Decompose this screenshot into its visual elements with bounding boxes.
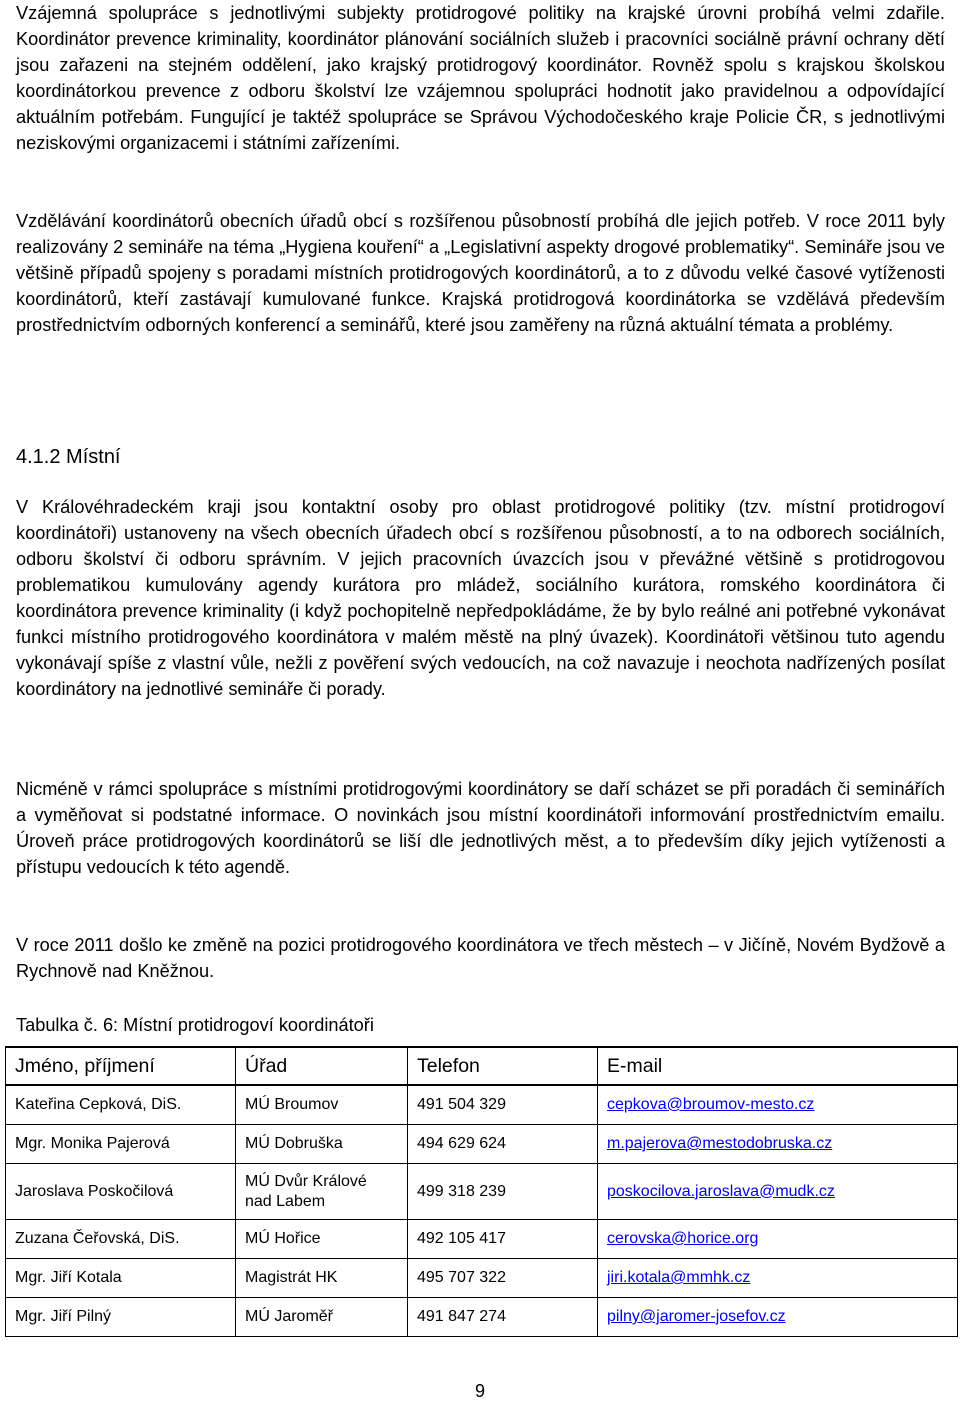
paragraph-changes-2011: V roce 2011 došlo ke změně na pozici protidrogového koordinátora ve třech městech – v Jičíně, Novém Bydžově a Rychnově nad Kněžnou. — [16, 935, 945, 981]
cell-phone: 499 318 239 — [408, 1164, 598, 1220]
header-office: Úřad — [236, 1047, 408, 1085]
table-row — [6, 1164, 958, 1220]
cell-office: MÚ Hořice — [236, 1220, 408, 1259]
page-number: 9 — [474, 1381, 485, 1401]
cell-phone: 494 629 624 — [408, 1125, 598, 1164]
cell-email — [598, 1125, 958, 1164]
cell-email — [598, 1085, 958, 1125]
email-link[interactable]: jiri.kotala@mmhk.cz — [607, 1269, 751, 1286]
email-link[interactable]: pilny@jaromer-josefov.cz — [607, 1308, 786, 1325]
cell-office: MÚ Dobruška — [236, 1125, 408, 1164]
paragraph-local-contacts: V Královéhradeckém kraji jsou kontaktní osoby pro oblast protidrogové politiky (tzv. místní protidrogoví koordinátoři) ustanoveny na všech obecních úřadech obcí s rozšířenou působností, a to na odborech sociálních, odboru školství či odboru správním. V jejich pracovních úvazcích jsou v převážné většině s protidrogovou problematikou kumulovány agendy kurátora pro mládež, sociálního kurátora, romského koordinátora či koordinátora prevence kriminality (i když pochopitelně nepředpokládáme, že by bylo reálné ani potřebné vykonávat funkci místního protidrogového koordinátora v malém městě na plný úvazek). Koordinátoři většinou tuto agendu vykonávají spíše z vlastní vůle, nežli z pověření svých vedoucích, na což navazuje i neochota nadřízených posílat koordinátory na jednotlivé semináře či porady. — [16, 497, 945, 699]
table-row — [6, 1085, 958, 1125]
cell-office: Magistrát HK — [236, 1259, 408, 1298]
cell-name: Kateřina Cepková, DiS. — [6, 1085, 236, 1125]
cell-phone: 491 847 274 — [408, 1298, 598, 1337]
email-link[interactable]: cerovska@horice.org — [607, 1230, 759, 1247]
table-row — [6, 1259, 958, 1298]
cell-phone: 495 707 322 — [408, 1259, 598, 1298]
paragraph-cooperation: Vzájemná spolupráce s jednotlivými subjekty protidrogové politiky na krajské úrovni probíhá velmi zdařile. Koordinátor prevence kriminality, koordinátor plánování sociálních služeb i pracovníci sociálně právní ochrany dětí jsou zařazeni na stejném oddělení, jako krajský protidrogový koordinátor. Rovněž spolu s krajskou školskou koordinátorkou prevence z odboru školství lze vzájemnou spolupráci hodnotit jako pravidelnou a odpovídající aktuálním potřebám. Fungující je taktéž spolupráce se Správou Východočeského kraje Policie ČR, s jednotlivými neziskovými organizacemi i státními zařízeními. — [16, 3, 945, 153]
email-link[interactable]: poskocilova.jaroslava@mudk.cz — [607, 1182, 835, 1200]
coordinators-table — [5, 1046, 958, 1337]
cell-phone: 491 504 329 — [408, 1085, 598, 1125]
table-row — [6, 1125, 958, 1164]
table-caption: Tabulka č. 6: Místní protidrogoví koordinátoři — [16, 1015, 374, 1035]
cell-name: Zuzana Čeřovská, DiS. — [6, 1220, 236, 1259]
paragraph-local-cooperation: Nicméně v rámci spolupráce s místními protidrogovými koordinátory se daří scházet se při poradách či seminářích a vyměňovat si podstatné informace. O novinkách jsou místní koordinátoři informování prostřednictvím emailu. Úroveň práce protidrogových koordinátorů se liší dle jednotlivých měst, a to především díky jejich vytíženosti a přístupu vedoucích k této agendě. — [16, 779, 945, 877]
cell-name: Jaroslava Poskočilová — [6, 1164, 236, 1220]
header-phone: Telefon — [408, 1047, 598, 1085]
cell-email — [598, 1164, 958, 1220]
header-email: E-mail — [598, 1047, 958, 1085]
table-row — [6, 1220, 958, 1259]
header-name: Jméno, příjmení — [6, 1047, 236, 1085]
cell-name: Mgr. Jiří Kotala — [6, 1259, 236, 1298]
cell-office: MÚ Jaroměř — [236, 1298, 408, 1337]
table-row — [6, 1298, 958, 1337]
cell-office: MÚ Dvůr Králové nad Labem — [236, 1164, 408, 1220]
email-link[interactable]: cepkova@broumov-mesto.cz — [607, 1096, 815, 1113]
cell-name: Mgr. Jiří Pilný — [6, 1298, 236, 1337]
cell-name: Mgr. Monika Pajerová — [6, 1125, 236, 1164]
cell-office: MÚ Broumov — [236, 1085, 408, 1125]
email-link[interactable]: m.pajerova@mestodobruska.cz — [607, 1135, 833, 1152]
cell-email — [598, 1298, 958, 1337]
cell-email — [598, 1259, 958, 1298]
table-header-row — [6, 1047, 958, 1085]
paragraph-education: Vzdělávání koordinátorů obecních úřadů obcí s rozšířenou působností probíhá dle jejich potřeb. V roce 2011 byly realizovány 2 semináře na téma „Hygiena kouření“ a „Legislativní aspekty drogové problematiky“. Semináře jsou ve většině případů spojeny s poradami místních protidrogových koordinátorů, a to z důvodu velké časové vytíženosti koordinátorů, kteří zastávají kumulované funkce. Krajská protidrogová koordinátorka se vzdělává především prostřednictvím odborných konferencí a seminářů, které jsou zaměřeny na různá aktuální témata a problémy. — [16, 211, 945, 335]
cell-phone: 492 105 417 — [408, 1220, 598, 1259]
section-heading: 4.1.2 Místní — [16, 446, 121, 468]
cell-email — [598, 1220, 958, 1259]
